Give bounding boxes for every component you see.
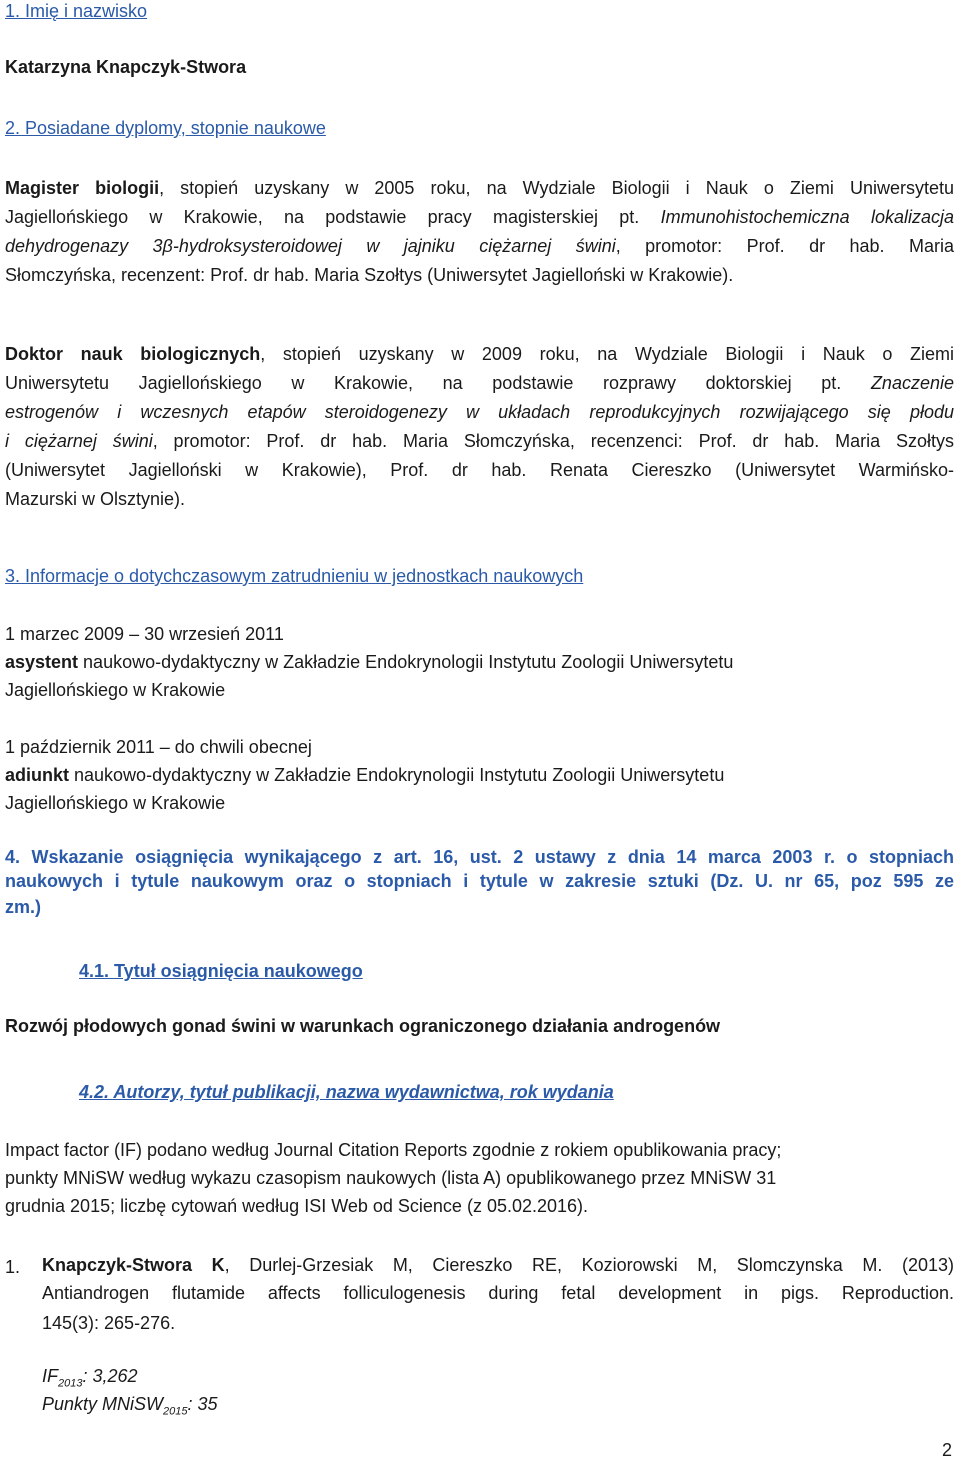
- doctoral-thesis-title: Znaczenie: [870, 373, 954, 393]
- doctoral-degree-paragraph: [5, 340, 954, 514]
- masters-line-2: Jagiellońskiego w Krakowie, na podstawie pracy magisterskiej pt. Immunohistochemiczna lokalizacja: [5, 207, 954, 227]
- publication-line-1: Knapczyk-Stwora K, Durlej-Grzesiak M, Ciereszko RE, Koziorowski M, Slomczynska M. (2013): [42, 1255, 954, 1275]
- doctoral-line-1: Doktor nauk biologicznych, stopień uzyskany w 2009 roku, na Wydziale Biologii i Nauk o Ziemi: [5, 344, 954, 364]
- section-4-heading: 4. Wskazanie osiągnięcia wynikającego z art. 16, ust. 2 ustawy z dnia 14 marca 2003 r. o stopniach naukowych i tytule naukowym oraz o stopniach i tytule w zakresie sztuki (Dz. U. nr 65, poz 595 ze zm.): [5, 847, 954, 917]
- impact-factor-note: Impact factor (IF) podano według Journal Citation Reports zgodnie z rokiem opublikowania pracy; punkty MNiSW według wykazu czasopism naukowych (lista A) opublikowanego przez MNiSW 31 grudnia 2015; liczbę cytowań według ISI Web od Science (z 05.02.2016).: [5, 1140, 782, 1216]
- impact-factor: $IF_{2013}$: 3,262: [42, 1366, 138, 1390]
- publication-line-2: Antiandrogen flutamide affects folliculogenesis during fetal development in pigs. Reproduction.: [42, 1283, 954, 1303]
- doctoral-line-5: (Uniwersytet Jagielloński w Krakowie), Prof. dr hab. Renata Ciereszko (Uniwersytet Warmińsko-: [5, 460, 954, 480]
- employment-2-position: adiunkt: [5, 765, 70, 785]
- employment-1-dates: 1 marzec 2009 – 30 wrzesień 2011: [5, 624, 284, 644]
- achievement-title: Rozwój płodowych gonad świni w warunkach ograniczonego działania androgenów: [5, 1016, 721, 1036]
- masters-thesis-title: Immunohistochemiczna lokalizacja: [660, 207, 954, 227]
- employment-1: [5, 620, 954, 704]
- subsection-4-2-heading: 4.2. Autorzy, tytuł publikacji, nazwa wydawnictwa, rok wydania: [79, 1082, 614, 1102]
- masters-line-3: dehydrogenazy 3β-hydroksysteroidowej w jajniku ciężarnej świni, promotor: Prof. dr hab. Maria: [5, 236, 954, 256]
- employment-1-position: asystent: [5, 652, 79, 672]
- masters-label: Magister biologii: [5, 178, 160, 198]
- masters-line-1: Magister biologii, stopień uzyskany w 2005 roku, na Wydziale Biologii i Nauk o Ziemi Uniwersytetu: [5, 178, 954, 198]
- full-name: Katarzyna Knapczyk-Stwora: [5, 57, 247, 77]
- employment-1-line-2: Jagiellońskiego w Krakowie: [5, 680, 226, 700]
- employment-2-dates: 1 październik 2011 – do chwili obecnej: [5, 737, 312, 757]
- subsection-4-1-heading: 4.1. Tytuł osiągnięcia naukowego: [79, 961, 363, 981]
- publication-entry: [42, 1253, 954, 1338]
- masters-degree-paragraph: [5, 174, 954, 290]
- publication-author: Knapczyk-Stwora K: [42, 1255, 225, 1275]
- doctoral-line-2: Uniwersytetu Jagiellońskiego w Krakowie, na podstawie rozprawy doktorskiej pt. Znaczenie: [5, 373, 954, 393]
- doctoral-line-4: i ciężarnej świni, promotor: Prof. dr hab. Maria Słomczyńska, recenzenci: Prof. dr hab. Maria Szołtys: [5, 431, 954, 451]
- page-number: 2: [941, 1440, 952, 1460]
- section-3-heading: 3. Informacje o dotychczasowym zatrudnieniu w jednostkach naukowych: [5, 566, 584, 586]
- section-2-heading: 2. Posiadane dyplomy, stopnie naukowe: [5, 118, 326, 138]
- masters-line-4: Słomczyńska, recenzent: Prof. dr hab. Maria Szołtys (Uniwersytet Jagielloński w Krakowie).: [5, 265, 734, 285]
- publication-number: 1.: [5, 1257, 21, 1277]
- employment-2: [5, 733, 954, 817]
- doctoral-line-3: estrogenów i wczesnych etapów steroidogenezy w układach reprodukcyjnych rozwijającego się płodu: [5, 402, 954, 422]
- publication-line-3: 145(3): 265-276.: [42, 1313, 176, 1333]
- employment-2-line-2: Jagiellońskiego w Krakowie: [5, 793, 226, 813]
- doctoral-label: Doktor nauk biologicznych: [5, 344, 261, 364]
- employment-2-line-1: adiunkt naukowo-dydaktyczny w Zakładzie Endokrynologii Instytutu Zoologii Uniwersytetu: [5, 765, 725, 785]
- employment-1-line-1: asystent naukowo-dydaktyczny w Zakładzie Endokrynologii Instytutu Zoologii Uniwersytetu: [5, 652, 734, 672]
- publication-metrics: [42, 1362, 218, 1418]
- section-1-heading: 1. Imię i nazwisko: [5, 1, 148, 21]
- doctoral-line-6: Mazurski w Olsztynie).: [5, 489, 186, 509]
- mnisw-points: Punkty MNiSW$_{2015}$: 35: [42, 1394, 218, 1418]
